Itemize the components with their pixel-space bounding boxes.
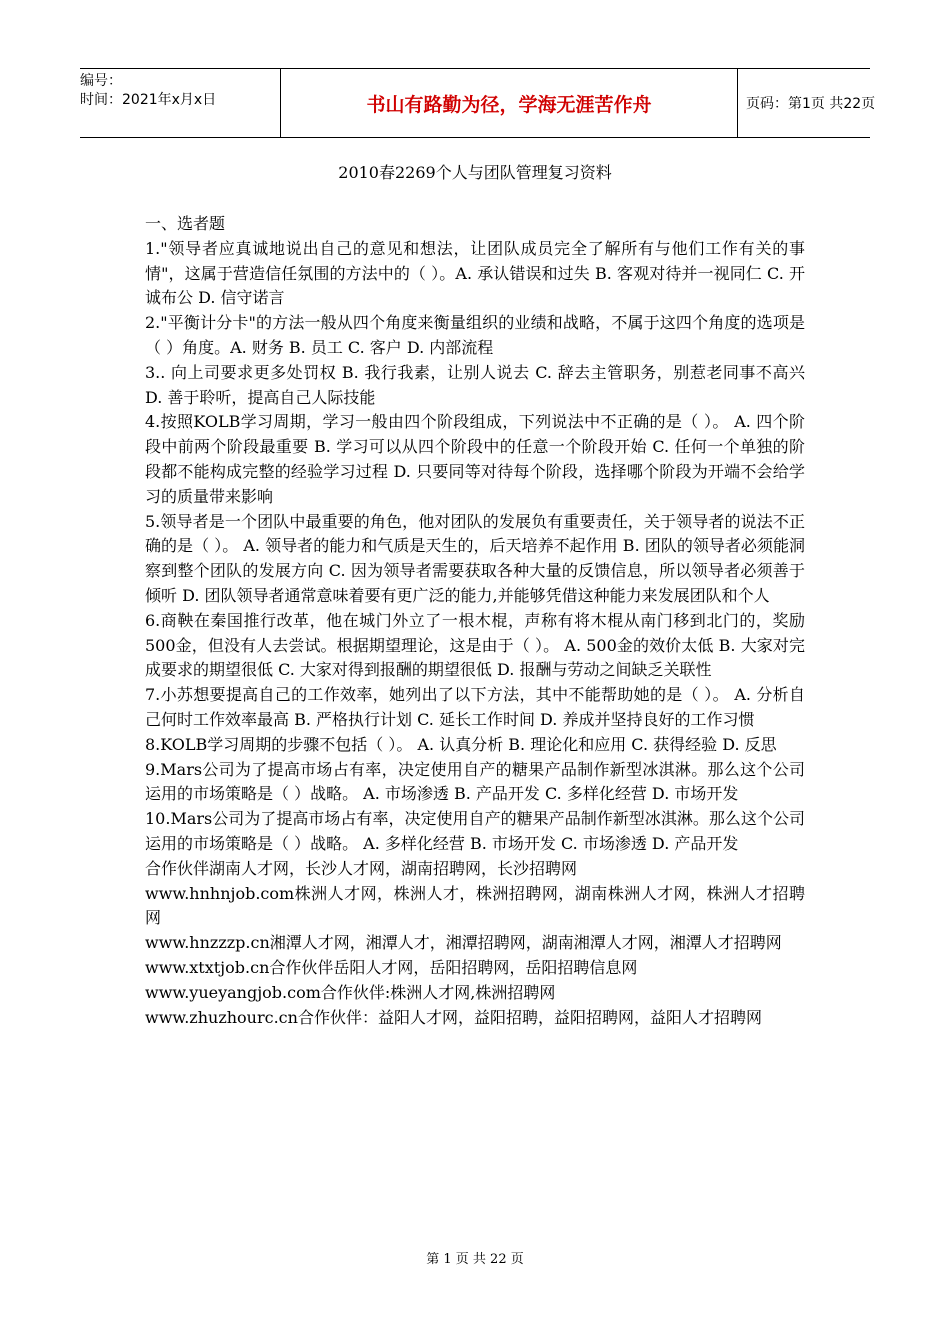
page-footer: 第 1 页 共 22 页 <box>426 1252 524 1267</box>
partner-line: www.yueyangjob.com合作伙伴:株洲人才网,株洲招聘网 <box>145 982 556 1002</box>
page-header <box>80 68 876 138</box>
document-title: 2010春2269个人与团队管理复习资料 <box>338 163 612 182</box>
header-page-info: 页码：第1页 共22页 <box>746 96 876 112</box>
number-label: 编号： <box>80 73 122 89</box>
question-8: 8.KOLB学习周期的步骤不包括（ ）。 A. 认真分析 B. 理论化和应用 C. 获得经验 D. 反思 <box>145 734 777 754</box>
question-9: 9.Mars公司为了提高市场占有率，决定使用自产的糖果产品制作新型冰淇淋。那么这个公司运用的市场策略是（ ）战略。 A. 市场渗透 B. 产品开发 C. 多样化经营 D. 市场开发 <box>145 759 805 804</box>
question-1: 1."领导者应真诚地说出自己的意见和想法，让团队成员完全了解所有与他们工作有关的事情"，这属于营造信任氛围的方法中的（ ）。A. 承认错误和过失 B. 客观对待并一视同仁 C. 开诚布公 D. 信守诺言 <box>145 238 805 308</box>
question-2: 2."平衡计分卡"的方法一般从四个角度来衡量组织的业绩和战略，不属于这四个角度的选项是（ ）角度。A. 财务 B. 员工 C. 客户 D. 内部流程 <box>145 313 805 357</box>
question-7: 7.小苏想要提高自己的工作效率，她列出了以下方法，其中不能帮助她的是（ ）。 A. 分析自己何时工作效率最高 B. 严格执行计划 C. 延长工作时间 D. 养成并坚持良好的工作习惯 <box>145 685 805 729</box>
motto-text: 书山有路勤为径，学海无涯苦作舟 <box>366 93 652 116</box>
partner-line: www.hnhnjob.com株洲人才网，株洲人才，株洲招聘网，湖南株洲人才网，株洲人才招聘网 <box>145 883 805 928</box>
question-6: 6.商鞅在秦国推行改革，他在城门外立了一根木棍，声称有将木棍从南门移到北门的，奖励500金，但没有人去尝试。根据期望理论，这是由于（ ）。 A. 500金的效价太低 B. 大家对完成要求的期望很低 C. 大家对得到报酬的期望很低 D. 报酬与劳动之间缺乏关联性 <box>145 610 805 680</box>
partner-line: www.zhuzhourc.cn合作伙伴：益阳人才网，益阳招聘，益阳招聘网，益阳人才招聘网 <box>145 1007 762 1027</box>
header-info <box>80 69 280 140</box>
partner-line: www.xtxtjob.cn合作伙伴岳阳人才网，岳阳招聘网，岳阳招聘信息网 <box>145 957 638 977</box>
question-3: 3.. 向上司要求更多处罚权 B. 我行我素，让别人说去 C. 辞去主管职务，别惹老同事不高兴 D. 善于聆听，提高自己人际技能 <box>145 362 805 407</box>
partner-line: www.hnzzzp.cn湘潭人才网，湘潭人才，湘潭招聘网，湖南湘潭人才网，湘潭人才招聘网 <box>145 933 782 953</box>
question-5: 5.领导者是一个团队中最重要的角色，他对团队的发展负有重要责任，关于领导者的说法不正确的是（ ）。 A. 领导者的能力和气质是天生的，后天培养不起作用 B. 团队的领导者必须能洞察到整个团队的发展方向 C. 因为领导者需要获取各种大量的反馈信息，所以领导者必须善于倾听 D. 团队领导者通常意味着要有更广泛的能力,并能够凭借这种能力来发展团队和个人 <box>145 511 805 605</box>
question-10: 10.Mars公司为了提高市场占有率，决定使用自产的糖果产品制作新型冰淇淋。那么这个公司运用的市场策略是（ ）战略。 A. 多样化经营 B. 市场开发 C. 市场渗透 D. 产品开发 <box>145 809 805 853</box>
question-4: 4.按照KOLB学习周期，学习一般由四个阶段组成，下列说法中不正确的是（ ）。 A. 四个阶段中前两个阶段最重要 B. 学习可以从四个阶段中的任意一个阶段开始 C. 任何一个单独的阶段都不能构成完整的经验学习过程 D. 只要同等对待每个阶段，选择哪个阶段为开端不会给学习的质量带来影响 <box>145 412 805 506</box>
section-heading: 一、选者题 <box>145 214 226 233</box>
partner-line: 合作伙伴湖南人才网，长沙人才网，湖南招聘网，长沙招聘网 <box>145 858 578 878</box>
document-body <box>145 212 805 1030</box>
header-motto-cell <box>280 69 738 137</box>
time-label: 时间：2021年x月x日 <box>80 92 217 108</box>
